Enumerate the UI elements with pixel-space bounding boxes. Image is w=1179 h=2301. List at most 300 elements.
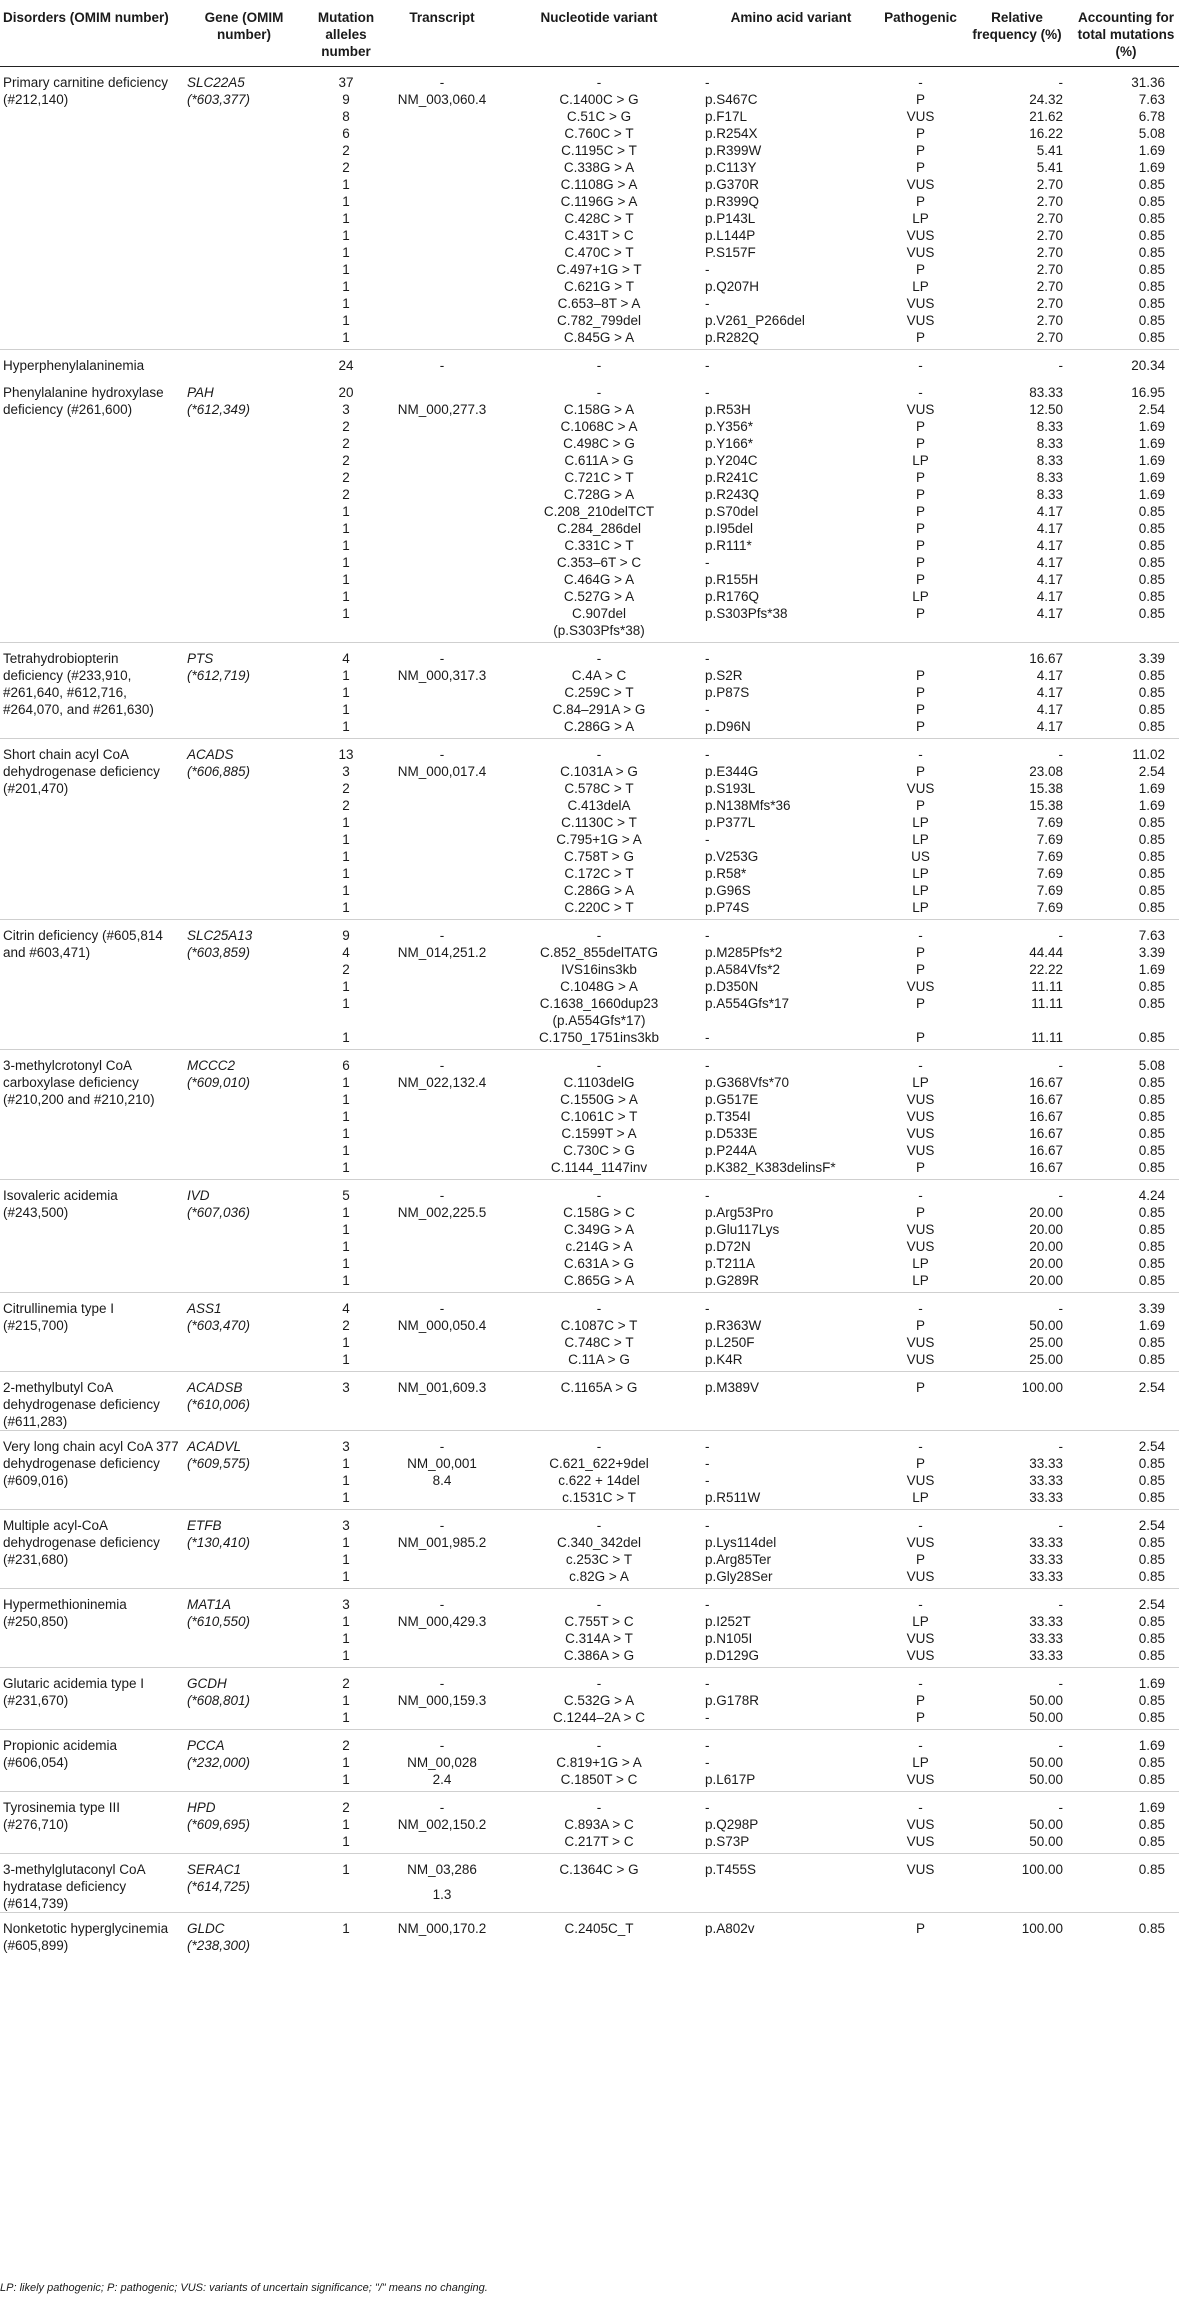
pathogenic-cell: VUS <box>906 979 935 994</box>
pathogenic-cell: VUS <box>906 1239 935 1254</box>
amino-cell: p.S467C <box>705 92 758 107</box>
relative-frequency-cell: - <box>961 920 1073 945</box>
relative-frequency-cell: 2.70 <box>1036 313 1063 328</box>
relative-frequency-cell: 16.67 <box>961 643 1073 668</box>
alleles-cell: 1 <box>342 1535 350 1550</box>
disorder-cell: Nonketotic hyperglycinemia (#605,899) <box>0 1913 184 1965</box>
amino-cell: p.V261_P266del <box>705 313 805 328</box>
nucleotide-cell: - <box>596 385 602 400</box>
amino-cell: - <box>702 643 880 668</box>
pathogenic-cell: VUS <box>906 1631 935 1646</box>
amino-cell: - <box>702 350 880 378</box>
nucleotide-cell: C.1165A > G <box>496 1372 702 1424</box>
alleles-cell: 3 <box>304 1510 388 1535</box>
alleles-cell: 9 <box>304 920 388 945</box>
accounting-cell: 0.85 <box>1138 815 1165 830</box>
amino-cell: p.M389V <box>702 1372 880 1424</box>
accounting-cell: 0.85 <box>1138 1239 1165 1254</box>
transcript-cell <box>388 193 496 210</box>
accounting-cell: 0.85 <box>1138 702 1165 717</box>
relative-frequency-cell: 50.00 <box>1029 1710 1063 1725</box>
relative-frequency-cell: 33.33 <box>1029 1569 1063 1584</box>
amino-cell: - <box>705 832 710 847</box>
pathogenic-cell: P <box>915 962 925 977</box>
relative-frequency-cell: 5.41 <box>1036 143 1063 158</box>
accounting-cell: 1.69 <box>1138 470 1165 485</box>
transcript-cell: NM_022,132.4 <box>397 1075 487 1090</box>
accounting-cell: 5.08 <box>1073 1050 1179 1075</box>
transcript-cell <box>388 899 496 920</box>
gene-name: ASS1 <box>187 1301 222 1316</box>
gene-cell <box>184 1510 304 1589</box>
amino-cell: - <box>702 739 880 764</box>
transcript-cell <box>388 278 496 295</box>
nucleotide-cell: C.865G > A <box>563 1273 635 1288</box>
transcript-cell <box>388 295 496 312</box>
nucleotide-cell: C.338G > A <box>563 160 635 175</box>
table-row <box>0 377 1179 401</box>
amino-cell: p.I252T <box>705 1614 751 1629</box>
transcript-cell <box>388 848 496 865</box>
accounting-cell: 3.39 <box>1138 945 1165 960</box>
amino-cell: - <box>705 702 710 717</box>
alleles-cell: 1 <box>342 1648 350 1663</box>
relative-frequency-cell: 24.32 <box>1029 92 1063 107</box>
table-row <box>0 1431 1179 1456</box>
relative-frequency-cell: 100.00 <box>961 1913 1073 1965</box>
transcript-cell: NM_000,170.2 <box>388 1913 496 1965</box>
transcript-cell: NM_001,609.3 <box>388 1372 496 1424</box>
nucleotide-cell <box>496 1423 702 1430</box>
alleles-cell: 1 <box>342 1614 350 1629</box>
disorder-cell: Very long chain acyl CoA 377 dehydrogenase deficiency (#609,016) <box>0 1431 184 1510</box>
relative-frequency-cell: 4.17 <box>1036 668 1063 683</box>
transcript-cell <box>388 244 496 261</box>
transcript-cell <box>388 1568 496 1589</box>
alleles-cell: 1 <box>342 572 350 587</box>
alleles-cell: 1 <box>342 996 350 1011</box>
alleles-cell: 1 <box>342 330 350 345</box>
amino-cell: p.P244A <box>705 1143 757 1158</box>
disorder-cell: 3-methylcrotonyl CoA carboxylase deficiency (#210,200 and #210,210) <box>0 1050 184 1180</box>
alleles-cell: 1 <box>342 702 350 717</box>
gene-cell <box>184 350 304 378</box>
relative-frequency-cell: 100.00 <box>961 1854 1073 1886</box>
pathogenic-cell: P <box>915 572 925 587</box>
pathogenic-cell: P <box>915 606 925 621</box>
amino-cell: - <box>705 1755 710 1770</box>
relative-frequency-cell: - <box>961 1050 1073 1075</box>
amino-cell: p.A584Vfs*2 <box>705 962 781 977</box>
alleles-cell: 2 <box>304 1668 388 1693</box>
pathogenic-cell: P <box>915 436 925 451</box>
pathogenic-cell: - <box>880 350 961 378</box>
nucleotide-cell: C.1048G > A <box>560 979 638 994</box>
alleles-cell: 1 <box>342 1473 350 1488</box>
gene-omim: (*603,859) <box>187 945 251 960</box>
nucleotide-cell: C.1364C > G <box>496 1854 702 1886</box>
transcript-cell: NM_000,277.3 <box>397 402 487 417</box>
amino-cell: p.C113Y <box>705 160 757 175</box>
nucleotide-cell: C.1108G > A <box>560 177 638 192</box>
relative-frequency-cell: 33.33 <box>1029 1473 1063 1488</box>
pathogenic-cell: P <box>915 668 925 683</box>
accounting-cell: 3.39 <box>1073 1293 1179 1318</box>
accounting-cell: 7.63 <box>1138 92 1165 107</box>
nucleotide-cell: C.497+1G > T <box>556 262 642 277</box>
accounting-cell: 0.85 <box>1138 589 1165 604</box>
accounting-cell: 0.85 <box>1138 849 1165 864</box>
transcript-cell <box>388 865 496 882</box>
accounting-cell: 1.69 <box>1138 798 1165 813</box>
amino-cell: p.S2R <box>705 668 743 683</box>
amino-cell: p.D96N <box>705 719 751 734</box>
pathogenic-cell: VUS <box>906 296 935 311</box>
pathogenic-cell: VUS <box>906 313 935 328</box>
relative-frequency-cell: 50.00 <box>1029 1693 1063 1708</box>
relative-frequency-cell: 33.33 <box>1029 1456 1063 1471</box>
amino-cell: p.R53H <box>705 402 751 417</box>
accounting-cell: 0.85 <box>1138 177 1165 192</box>
accounting-cell: 1.69 <box>1138 487 1165 502</box>
relative-frequency-cell: 20.00 <box>1029 1273 1063 1288</box>
nucleotide-cell: C.728G > A <box>563 487 635 502</box>
amino-cell: p.D72N <box>705 1239 751 1254</box>
nucleotide-cell: C.1550G > A <box>560 1092 638 1107</box>
alleles-cell: 1 <box>342 719 350 734</box>
amino-cell: p.S303Pfs*38 <box>705 606 788 621</box>
pathogenic-cell: VUS <box>906 1772 935 1787</box>
gene-omim: (*603,377) <box>187 92 251 107</box>
nucleotide-cell: C.1244–2A > C <box>553 1710 645 1725</box>
transcript-cell <box>388 1238 496 1255</box>
nucleotide-cell: C.1130C > T <box>561 815 637 830</box>
relative-frequency-cell: 2.70 <box>1036 228 1063 243</box>
alleles-cell: 1 <box>342 521 350 536</box>
accounting-cell: 3.39 <box>1073 643 1179 668</box>
header-pathogenic: Pathogenic <box>880 4 961 67</box>
header-disorders: Disorders (OMIM number) <box>0 4 184 67</box>
pathogenic-cell: P <box>915 1552 925 1567</box>
gene-omim: (*612,719) <box>187 668 251 683</box>
amino-cell: p.R176Q <box>705 589 760 604</box>
pathogenic-cell: LP <box>912 900 929 915</box>
alleles-cell: 1 <box>342 1552 350 1567</box>
alleles-cell: 1 <box>342 1030 350 1045</box>
amino-cell: - <box>705 555 710 570</box>
transcript-cell <box>388 1833 496 1854</box>
relative-frequency-cell: 7.69 <box>1036 815 1063 830</box>
relative-frequency-cell: 16.67 <box>1029 1160 1063 1175</box>
table-row <box>0 920 1179 945</box>
transcript-cell <box>388 995 496 1012</box>
table-footnote: LP: likely pathogenic; P: pathogenic; VUS: variants of uncertain significance; "/" means no changing. <box>0 2282 488 2294</box>
alleles-cell: 1 <box>342 979 350 994</box>
transcript-cell <box>388 486 496 503</box>
table-row <box>0 1293 1179 1318</box>
amino-cell: - <box>705 75 710 90</box>
nucleotide-cell: C.1144_1147inv <box>550 1160 648 1175</box>
alleles-cell: 4 <box>342 945 350 960</box>
relative-frequency-cell: - <box>961 1589 1073 1614</box>
transcript-cell <box>388 622 496 643</box>
accounting-cell: 31.36 <box>1131 75 1165 90</box>
nucleotide-cell: C.1400C > G <box>559 92 639 107</box>
gene-cell <box>184 1913 304 1965</box>
relative-frequency-cell: 2.70 <box>1036 177 1063 192</box>
accounting-cell: 1.69 <box>1073 1730 1179 1755</box>
transcript-cell: NM_003,060.4 <box>397 92 487 107</box>
transcript-cell: - <box>388 1589 496 1614</box>
nucleotide-cell: (p.A554Gfs*17) <box>552 1013 646 1028</box>
amino-cell: - <box>702 1180 880 1205</box>
accounting-cell: 0.85 <box>1138 1256 1165 1271</box>
transcript-cell <box>388 1091 496 1108</box>
nucleotide-cell: C.431T > C <box>564 228 634 243</box>
disorder-cell: Phenylalanine hydroxylase deficiency (#261,600) <box>3 385 164 417</box>
accounting-cell: 0.85 <box>1138 1335 1165 1350</box>
table-header-row <box>0 4 1179 67</box>
amino-cell: p.R282Q <box>705 330 760 345</box>
nucleotide-cell: - <box>496 1668 702 1693</box>
relative-frequency-cell: 20.00 <box>1029 1239 1063 1254</box>
gene-name: ACADVL <box>187 1439 242 1454</box>
accounting-cell: 1.69 <box>1073 1792 1179 1817</box>
relative-frequency-cell: 50.00 <box>1029 1755 1063 1770</box>
amino-cell: p.Arg85Ter <box>705 1552 772 1567</box>
gene-cell <box>184 1293 304 1372</box>
nucleotide-cell: C.611A > G <box>564 453 634 468</box>
transcript-cell: - <box>388 350 496 378</box>
alleles-cell: 1 <box>342 228 350 243</box>
table-row <box>0 1510 1179 1535</box>
relative-frequency-cell: 83.33 <box>1029 385 1063 400</box>
amino-cell: p.D533E <box>705 1126 758 1141</box>
relative-frequency-cell: 33.33 <box>1029 1614 1063 1629</box>
pathogenic-cell: - <box>880 1050 961 1075</box>
nucleotide-cell: C.1196G > A <box>560 194 638 209</box>
amino-cell: p.Gly28Ser <box>705 1569 773 1584</box>
nucleotide-cell: C.1087C > T <box>560 1318 638 1333</box>
relative-frequency-cell: 15.38 <box>1029 781 1063 796</box>
nucleotide-cell: C.621_622+9del <box>549 1456 649 1471</box>
nucleotide-cell: C.84–291A > G <box>552 702 646 717</box>
nucleotide-cell: C.760C > T <box>564 126 634 141</box>
transcript-cell <box>388 159 496 176</box>
nucleotide-cell: - <box>496 1510 702 1535</box>
alleles-cell: 1 <box>342 685 350 700</box>
nucleotide-cell <box>496 1886 702 1913</box>
nucleotide-cell: C.4A > C <box>571 668 627 683</box>
disorder-cell: Isovaleric acidemia (#243,500) <box>0 1180 184 1293</box>
nucleotide-cell: c.253C > T <box>565 1552 633 1567</box>
nucleotide-cell: C.386A > G <box>563 1648 635 1663</box>
accounting-cell: 1.69 <box>1138 160 1165 175</box>
relative-frequency-cell: - <box>961 1510 1073 1535</box>
accounting-cell: 0.85 <box>1138 1075 1165 1090</box>
alleles-cell: 6 <box>342 126 350 141</box>
accounting-cell: 0.85 <box>1138 832 1165 847</box>
pathogenic-cell: - <box>880 1730 961 1755</box>
header-alleles: Mutation alleles number <box>304 4 388 67</box>
alleles-cell: 1 <box>342 1817 350 1832</box>
relative-frequency-cell: 8.33 <box>1036 419 1063 434</box>
nucleotide-cell: C.286G > A <box>563 719 635 734</box>
relative-frequency-cell: 20.00 <box>1029 1205 1063 1220</box>
amino-cell: - <box>705 1473 710 1488</box>
accounting-cell: 1.69 <box>1073 1668 1179 1693</box>
accounting-cell: 1.69 <box>1138 781 1165 796</box>
amino-cell: - <box>705 1710 710 1725</box>
amino-cell: p.R254X <box>705 126 758 141</box>
accounting-cell: 0.85 <box>1138 1109 1165 1124</box>
table-row <box>0 1589 1179 1614</box>
amino-cell: - <box>705 262 710 277</box>
gene-omim: (*609,010) <box>187 1075 251 1090</box>
disorder-cell: Primary carnitine deficiency (#212,140) <box>3 75 169 107</box>
amino-cell <box>702 1886 880 1913</box>
alleles-cell: 1 <box>342 296 350 311</box>
nucleotide-cell: C.819+1G > A <box>556 1755 642 1770</box>
nucleotide-cell: C.428C > T <box>564 211 634 226</box>
gene-cell <box>184 1431 304 1510</box>
relative-frequency-cell: 2.70 <box>1036 245 1063 260</box>
accounting-cell: 0.85 <box>1138 1030 1165 1045</box>
nucleotide-cell: - <box>496 1180 702 1205</box>
alleles-cell: 1 <box>342 262 350 277</box>
pathogenic-cell: P <box>915 538 925 553</box>
amino-cell: - <box>705 1030 710 1045</box>
gene-cell <box>184 377 304 643</box>
alleles-cell: 3 <box>304 1431 388 1456</box>
transcript-cell <box>388 125 496 142</box>
pathogenic-cell <box>880 622 961 643</box>
amino-cell: - <box>702 1050 880 1075</box>
pathogenic-cell: P <box>915 1160 925 1175</box>
amino-cell: - <box>702 1730 880 1755</box>
transcript-cell: NM_002,225.5 <box>397 1205 487 1220</box>
pathogenic-cell: VUS <box>906 1143 935 1158</box>
transcript-cell <box>388 554 496 571</box>
pathogenic-cell: LP <box>912 211 929 226</box>
relative-frequency-cell: 7.69 <box>1036 849 1063 864</box>
accounting-cell: 0.85 <box>1138 1535 1165 1550</box>
transcript-cell: - <box>388 643 496 668</box>
alleles-cell: 1 <box>342 279 350 294</box>
accounting-cell: 0.85 <box>1138 1160 1165 1175</box>
amino-cell: p.T211A <box>705 1256 756 1271</box>
transcript-cell <box>388 108 496 125</box>
pathogenic-cell <box>880 1886 961 1913</box>
relative-frequency-cell: 23.08 <box>1029 764 1063 779</box>
pathogenic-cell: P <box>915 92 925 107</box>
amino-cell: p.R399W <box>705 143 762 158</box>
alleles-cell: 4 <box>304 1293 388 1318</box>
pathogenic-cell: - <box>880 1293 961 1318</box>
gene-cell <box>184 1668 304 1730</box>
relative-frequency-cell: - <box>961 1668 1073 1693</box>
nucleotide-cell: (p.S303Pfs*38) <box>553 623 645 638</box>
accounting-cell: 0.85 <box>1138 883 1165 898</box>
amino-cell: p.S73P <box>705 1834 750 1849</box>
nucleotide-cell: C.1195C > T <box>561 143 637 158</box>
disorder-cell: Hyperphenylalaninemia <box>0 350 184 378</box>
gene-omim: (*607,036) <box>187 1205 251 1220</box>
relative-frequency-cell: 16.67 <box>1029 1109 1063 1124</box>
amino-cell: p.R111* <box>705 538 752 553</box>
nucleotide-cell: C.220C > T <box>564 900 634 915</box>
accounting-cell: 0.85 <box>1138 211 1165 226</box>
alleles-cell: 1 <box>342 900 350 915</box>
gene-omim: (*612,349) <box>187 402 251 417</box>
alleles-cell: 1 <box>342 668 350 683</box>
nucleotide-cell: C.758T > G <box>564 849 634 864</box>
transcript-cell <box>388 142 496 159</box>
nucleotide-cell: - <box>496 1792 702 1817</box>
accounting-cell: 0.85 <box>1138 572 1165 587</box>
transcript-cell <box>388 1029 496 1050</box>
pathogenic-cell: P <box>915 685 925 700</box>
accounting-cell: 0.85 <box>1138 685 1165 700</box>
amino-cell: p.Lys114del <box>705 1535 777 1550</box>
alleles-cell: 6 <box>304 1050 388 1075</box>
nucleotide-cell: - <box>496 350 702 378</box>
amino-cell: p.G289R <box>705 1273 760 1288</box>
nucleotide-cell: C.11A > G <box>568 1352 630 1367</box>
pathogenic-cell: P <box>915 521 925 536</box>
gene-name: SLC25A13 <box>187 928 253 943</box>
pathogenic-cell: LP <box>912 1755 929 1770</box>
transcript-cell: NM_014,251.2 <box>397 945 487 960</box>
pathogenic-cell: P <box>915 945 925 960</box>
nucleotide-cell: C.653–8T > A <box>557 296 641 311</box>
accounting-cell: 0.85 <box>1138 1817 1165 1832</box>
relative-frequency-cell: 12.50 <box>1029 402 1063 417</box>
accounting-cell <box>1073 1886 1179 1913</box>
pathogenic-cell: LP <box>912 1490 929 1505</box>
amino-cell: p.N105I <box>705 1631 753 1646</box>
transcript-cell <box>388 520 496 537</box>
accounting-cell: 1.69 <box>1138 1318 1165 1333</box>
accounting-cell: 7.63 <box>1073 920 1179 945</box>
nucleotide-cell: C.631A > G <box>563 1256 635 1271</box>
nucleotide-cell: C.578C > T <box>564 781 634 796</box>
table-row <box>0 1180 1179 1205</box>
relative-frequency-cell: 25.00 <box>1029 1352 1063 1367</box>
pathogenic-cell: P <box>915 487 925 502</box>
pathogenic-cell: P <box>915 262 925 277</box>
transcript-cell: - <box>388 1730 496 1755</box>
amino-cell: p.K4R <box>705 1352 743 1367</box>
relative-frequency-cell: 8.33 <box>1036 470 1063 485</box>
alleles-cell: 1 <box>342 194 350 209</box>
nucleotide-cell: C.1850T > C <box>560 1772 638 1787</box>
accounting-cell: 0.85 <box>1138 900 1165 915</box>
nucleotide-cell: C.795+1G > A <box>556 832 642 847</box>
accounting-cell: 0.85 <box>1138 1205 1165 1220</box>
amino-cell <box>702 1423 880 1430</box>
alleles-cell: 9 <box>342 92 350 107</box>
table-row <box>0 1792 1179 1817</box>
amino-cell: p.E344G <box>705 764 759 779</box>
pathogenic-cell: P <box>915 719 925 734</box>
transcript-cell <box>388 1630 496 1647</box>
pathogenic-cell: LP <box>912 1256 929 1271</box>
pathogenic-cell: - <box>880 739 961 764</box>
alleles-cell: 1 <box>342 1222 350 1237</box>
header-relative-frequency: Relative frequency (%) <box>961 4 1073 67</box>
pathogenic-cell: US <box>911 849 930 864</box>
